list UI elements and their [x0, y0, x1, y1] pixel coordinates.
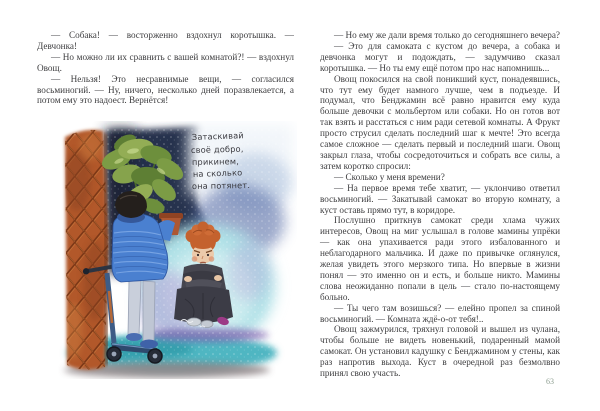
left-page-text: [37, 30, 294, 106]
right-page-text: [320, 30, 560, 379]
paragraph: — Собака! — восторженно вздохнул коротышка. — Девчонка!: [37, 30, 294, 51]
caption-line: она потянет.: [191, 179, 251, 191]
paragraph: — Нельзя! Это несравнимые вещи, — согласился восьминогий. — Ну, ничего, несколько дней поразвлекается, а потом ему это надоест. Вернётся!: [37, 73, 294, 106]
caption-line: на сколько: [192, 167, 243, 179]
paragraph: Овощ покосился на свой поникший куст, понадеявшись, что тут ему будет намного лучше, чем в подъезде. И подумал, что Бенджамин всё равно нравится ему куда больше девочки с мольбертом или собаки. Но он готов вот так взять и расстаться с ним ради сетевой комнаты. А Фрукт просто струсил сделать последний шаг к мечте! Это всегда самое сложное — сделать первый и последний шаги. Овощ закрыл глаза, чтобы сосредоточиться и собрать все силы, а затем коротко спросил:: [320, 73, 560, 171]
paragraph: — Но ему же дали время только до сегодняшнего вечера?: [334, 30, 560, 40]
paragraph: — Сколько у меня времени?: [334, 171, 445, 182]
paragraph: — Ты чего там возишься? — елейно пропел за спиной восьминогий. — Комната ждё-о-от тебя!..: [320, 302, 560, 324]
paragraph: — На первое время тебе хватит, — уклончиво ответил восьминогий. — Закатывай самокат во вторую комнату, а куст оставь прямо тут, в коридоре.: [320, 182, 560, 215]
paragraph: — Это для самоката с кустом до вечера, а собака и девчонка могут и подождать, — задумчиво сказал коротышка. — Но ты ему ещё потом про нас напомнишь...: [320, 40, 560, 73]
caption-line: Затаскивай: [191, 130, 245, 142]
paragraph: — Но можно ли их сравнить с вашей комнатой?! — вздохнул Овощ.: [37, 51, 294, 73]
page-number: 63: [546, 377, 554, 386]
caption-line: своё добро,: [190, 143, 244, 155]
caption-line: прикинем,: [191, 156, 240, 167]
boy-shoe: [126, 333, 142, 341]
paragraph: Овощ зажмурился, тряхнул головой и вышел из чулана, чтобы больше не видеть новенький, подаренный мамой самокат. Он установил кадушку с Бенджамином у стены, как раз напротив выхода. Куст в очередной раз безмолвно принял свою участь.: [320, 324, 560, 379]
illustration: [57, 121, 297, 379]
paragraph: Послушно приткнув самокат среди хлама чужих интересов, Овощ на миг услышал в голове мамины упрёки — как она упахивается ради этого избалованного и неблагодарного мальчика. И даже по привычке оглянулся, желая увидеть этого мерзкого типа. Но впервые в жизни понял — это именно он и есть, и больше никто. Мамины слова неожиданно попали в цель — стало по-настоящему больно.: [320, 215, 560, 302]
boy-shoe: [140, 340, 158, 349]
